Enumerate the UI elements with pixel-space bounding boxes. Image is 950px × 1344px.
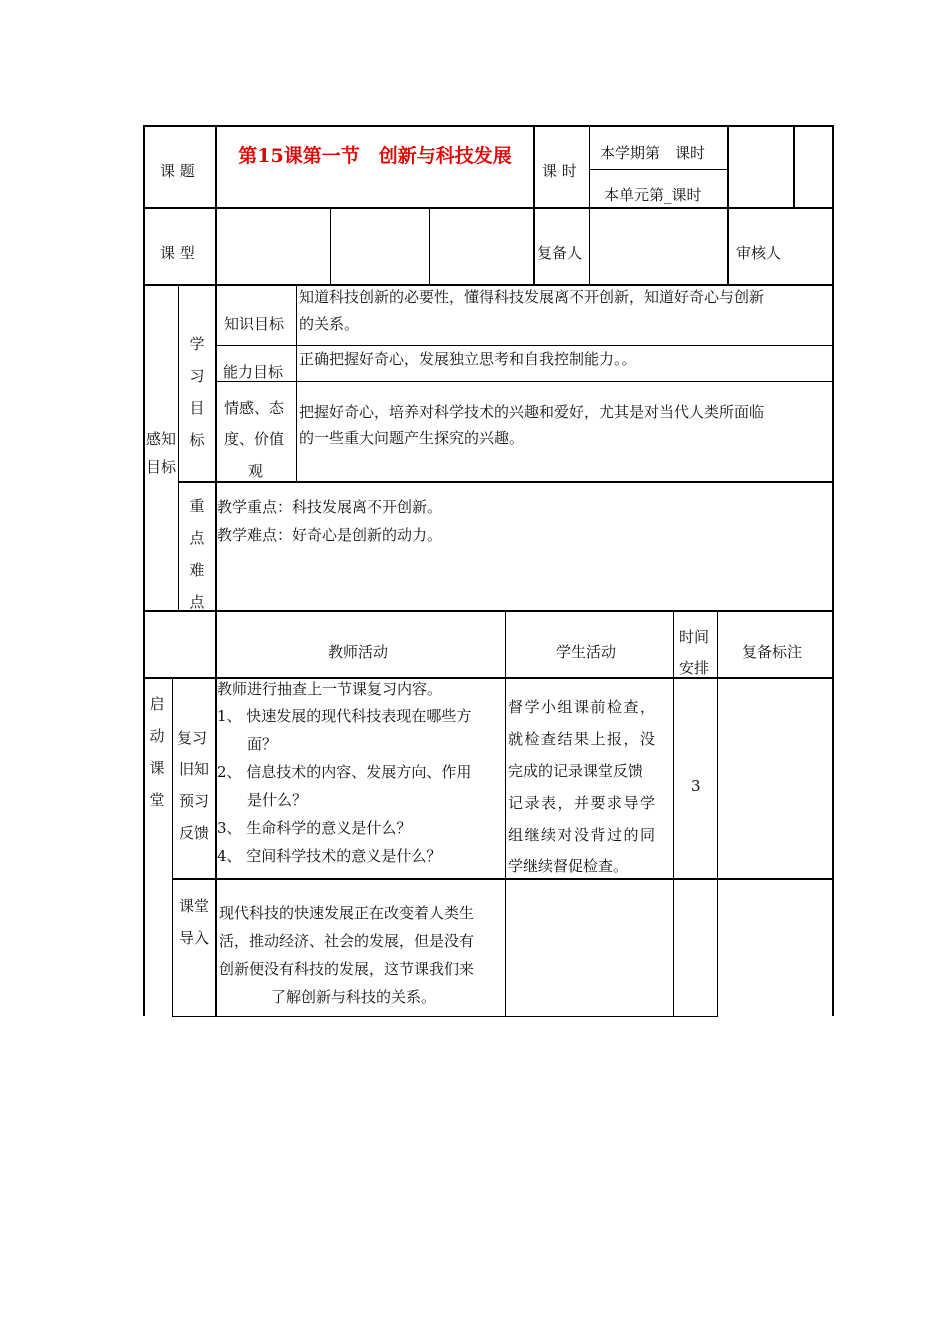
time-header-2: 安排 (679, 659, 710, 677)
intro-text-4: 了解创新与科技的关系。 (271, 988, 437, 1006)
intro-label-1: 课堂 (179, 897, 210, 915)
page-title: 第15课第一节 创新与科技发展 (238, 145, 512, 167)
review-student-6: 学继续督促检查。 (508, 857, 629, 875)
teacher-activity-header: 教师活动 (328, 643, 389, 661)
emotion-label-2: 度、价值 (224, 430, 285, 448)
review-student-3: 完成的记录课堂反馈 (508, 762, 644, 780)
col-title-right (533, 125, 535, 285)
question-1a: 1、 快速发展的现代科技表现在哪些方 (217, 707, 472, 725)
preparer-label: 复备人 (537, 244, 583, 262)
question-1b: 面？ (247, 735, 278, 753)
intro-label-2: 导入 (179, 929, 210, 947)
col-hours-right (589, 125, 590, 285)
row-divider-6 (172, 1016, 718, 1017)
knowledge-text-2: 的关系。 (299, 315, 360, 333)
section-label: 启动课堂 (149, 695, 165, 809)
type-label: 课 型 (160, 244, 195, 262)
topic-label: 课 题 (160, 162, 195, 180)
intro-text-1: 现代科技的快速发展正在改变着人类生 (219, 904, 475, 922)
review-teacher-intro: 教师进行抽查上一节课复习内容。 (217, 680, 443, 698)
intro-text-3: 创新便没有科技的发展，这节课我们来 (219, 960, 475, 978)
semester-hours: 本学期第 课时 (600, 144, 706, 162)
hours-divider (589, 169, 728, 170)
perceive-label: 感知目标 (145, 430, 176, 476)
review-student-5: 组继续对没背过的同 (508, 826, 657, 844)
question-2b: 是什么？ (247, 791, 308, 809)
learning-goals-label: 学习目标 (189, 335, 205, 449)
row-divider-1 (143, 207, 834, 209)
row-divider-5 (172, 878, 834, 880)
col-goal-label-right (296, 284, 297, 482)
review-student-2: 就检查结果上报，没 (508, 730, 657, 748)
col-time-right (717, 611, 718, 1017)
review-label-2: 旧知 (179, 760, 210, 778)
border-left (143, 125, 145, 1016)
review-time: 3 (691, 777, 701, 795)
question-3: 3、 生命科学的意义是什么？ (217, 819, 412, 837)
review-label-4: 反馈 (179, 824, 210, 842)
review-label-1: 复习 (177, 729, 208, 747)
col-section-right (172, 677, 173, 1017)
knowledge-label: 知识目标 (224, 315, 285, 333)
col-last (793, 125, 795, 208)
notes-header: 复备标注 (742, 643, 803, 661)
col-sub-right (215, 611, 217, 1017)
emotion-label-1: 情感、态 (224, 399, 285, 417)
col-perceive-right (178, 284, 179, 611)
unit-hours: 本单元第_课时 (604, 186, 702, 204)
difficult-point: 教学难点：好奇心是创新的动力。 (217, 526, 443, 544)
hours-label: 课 时 (542, 162, 577, 180)
review-student-4: 记录表，并要求导学 (508, 794, 657, 812)
goal-divider-3 (178, 481, 834, 483)
ability-label: 能力目标 (223, 363, 284, 381)
col-student-right (673, 611, 674, 1017)
goal-divider-1 (215, 345, 834, 346)
row-divider-3 (143, 610, 834, 612)
review-student-1: 督学小组课前检查， (508, 698, 657, 716)
intro-text-2: 活，推动经济、社会的发展，但是没有 (219, 932, 475, 950)
student-activity-header: 学生活动 (556, 643, 617, 661)
type-sub-1 (330, 207, 331, 285)
emotion-label-3: 观 (248, 462, 264, 480)
type-sub-2 (429, 207, 430, 285)
knowledge-text-1: 知道科技创新的必要性，懂得科技发展离不开创新，知道好奇心与创新 (299, 288, 765, 306)
col-teacher-right (505, 611, 506, 1017)
keypoints-label: 重点难点 (189, 497, 205, 611)
border-right (832, 125, 834, 1016)
question-4: 4、 空间科学技术的意义是什么？ (217, 847, 442, 865)
reviewer-label: 审核人 (736, 244, 782, 262)
time-header-1: 时间 (679, 628, 710, 646)
emotion-text-2: 的一些重大问题产生探究的兴趣。 (299, 429, 525, 447)
ability-text: 正确把握好奇心，发展独立思考和自我控制能力。。 (299, 350, 637, 368)
review-label-3: 预习 (179, 792, 210, 810)
key-point: 教学重点：科技发展离不开创新。 (217, 498, 443, 516)
col-hours-cell-right (727, 125, 729, 285)
row-divider-2 (143, 284, 834, 286)
border-top (143, 125, 834, 127)
emotion-text-1: 把握好奇心，培养对科学技术的兴趣和爱好，尤其是对当代人类所面临 (299, 403, 765, 421)
goal-divider-2 (215, 381, 834, 382)
question-2a: 2、 信息技术的内容、发展方向、作用 (217, 763, 472, 781)
